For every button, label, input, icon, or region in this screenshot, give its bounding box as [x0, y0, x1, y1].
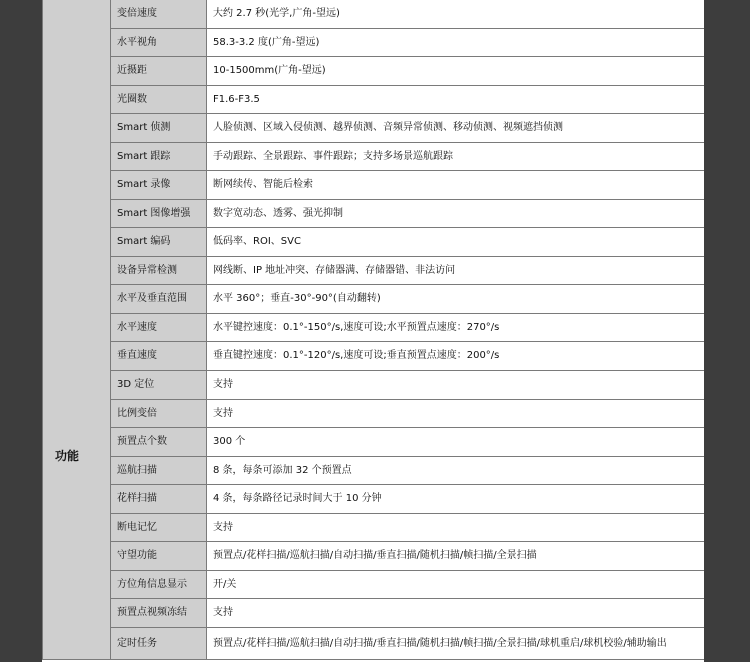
table-row: [43, 285, 705, 314]
table-row: [43, 371, 705, 400]
spec-value: 58.3-3.2 度(广角-望远): [207, 29, 705, 57]
table-row: [43, 514, 705, 542]
table-row: [43, 57, 705, 86]
spec-value: 8 条，每条可添加 32 个预置点: [207, 457, 705, 485]
table-row: [43, 314, 705, 342]
table-row: [43, 228, 705, 257]
table-row: [43, 400, 705, 428]
spec-value: 数字宽动态、透雾、强光抑制: [207, 200, 705, 228]
table-row: [43, 114, 705, 143]
spec-name: Smart 录像: [111, 171, 207, 200]
table-row: [43, 485, 705, 514]
spec-value: 支持: [207, 371, 705, 400]
spec-value: 手动跟踪、全景跟踪、事件跟踪；支持多场景巡航跟踪: [207, 143, 705, 171]
category-cell: [43, 0, 111, 660]
spec-name: 断电记忆: [111, 514, 207, 542]
spec-value: 4 条，每条路径记录时间大于 10 分钟: [207, 485, 705, 514]
spec-name: 近摄距: [111, 57, 207, 86]
table-row: [43, 0, 705, 29]
spec-name: 变倍速度: [111, 0, 207, 29]
spec-name: 预置点视频冻结: [111, 599, 207, 628]
spec-name: 比例变倍: [111, 400, 207, 428]
table-row: [43, 342, 705, 371]
spec-name: 方位角信息显示: [111, 571, 207, 599]
spec-value: 预置点/花样扫描/巡航扫描/自动扫描/垂直扫描/随机扫描/帧扫描/全景扫描: [207, 542, 705, 571]
spec-value: 10-1500mm(广角-望远): [207, 57, 705, 86]
spec-value: 支持: [207, 599, 705, 628]
spec-value: 开/关: [207, 571, 705, 599]
category-label: 功能: [55, 448, 80, 463]
spec-name: 预置点个数: [111, 428, 207, 457]
spec-value: 断网续传、智能后检索: [207, 171, 705, 200]
table-row: [43, 143, 705, 171]
spec-value: 人脸侦测、区域入侵侦测、越界侦测、音频异常侦测、移动侦测、视频遮挡侦测: [207, 114, 705, 143]
spec-value: 水平键控速度：0.1°-150°/s,速度可设;水平预置点速度：270°/s: [207, 314, 705, 342]
table-row: [43, 257, 705, 285]
spec-table: [42, 0, 704, 660]
table-row: [43, 457, 705, 485]
table-row: [43, 628, 705, 660]
table-row: [43, 428, 705, 457]
spec-sheet: [42, 0, 704, 662]
spec-value: 低码率、ROI、SVC: [207, 228, 705, 257]
spec-name: Smart 图像增强: [111, 200, 207, 228]
spec-value: 水平 360°；垂直-30°-90°(自动翻转): [207, 285, 705, 314]
spec-name: Smart 编码: [111, 228, 207, 257]
table-row: [43, 542, 705, 571]
spec-value: 支持: [207, 514, 705, 542]
spec-value: 支持: [207, 400, 705, 428]
spec-name: 水平速度: [111, 314, 207, 342]
spec-name: 水平及垂直范围: [111, 285, 207, 314]
spec-value: F1.6-F3.5: [207, 86, 705, 114]
spec-name: 花样扫描: [111, 485, 207, 514]
table-row: [43, 200, 705, 228]
spec-value: 大约 2.7 秒(光学,广角-望远): [207, 0, 705, 29]
spec-name: Smart 跟踪: [111, 143, 207, 171]
spec-name: 3D 定位: [111, 371, 207, 400]
spec-value: 预置点/花样扫描/巡航扫描/自动扫描/垂直扫描/随机扫描/帧扫描/全景扫描/球机重启/球机校验/辅助输出: [207, 628, 705, 660]
spec-name: 守望功能: [111, 542, 207, 571]
table-row: [43, 571, 705, 599]
table-row: [43, 599, 705, 628]
table-row: [43, 171, 705, 200]
spec-name: 光圈数: [111, 86, 207, 114]
table-row: [43, 29, 705, 57]
spec-name: 定时任务: [111, 628, 207, 660]
spec-name: 垂直速度: [111, 342, 207, 371]
table-row: [43, 86, 705, 114]
spec-value: 垂直键控速度：0.1°-120°/s,速度可设;垂直预置点速度：200°/s: [207, 342, 705, 371]
spec-name: 设备异常检测: [111, 257, 207, 285]
spec-name: Smart 侦测: [111, 114, 207, 143]
spec-value: 网线断、IP 地址冲突、存储器满、存储器错、非法访问: [207, 257, 705, 285]
spec-value: 300 个: [207, 428, 705, 457]
spec-name: 水平视角: [111, 29, 207, 57]
spec-name: 巡航扫描: [111, 457, 207, 485]
